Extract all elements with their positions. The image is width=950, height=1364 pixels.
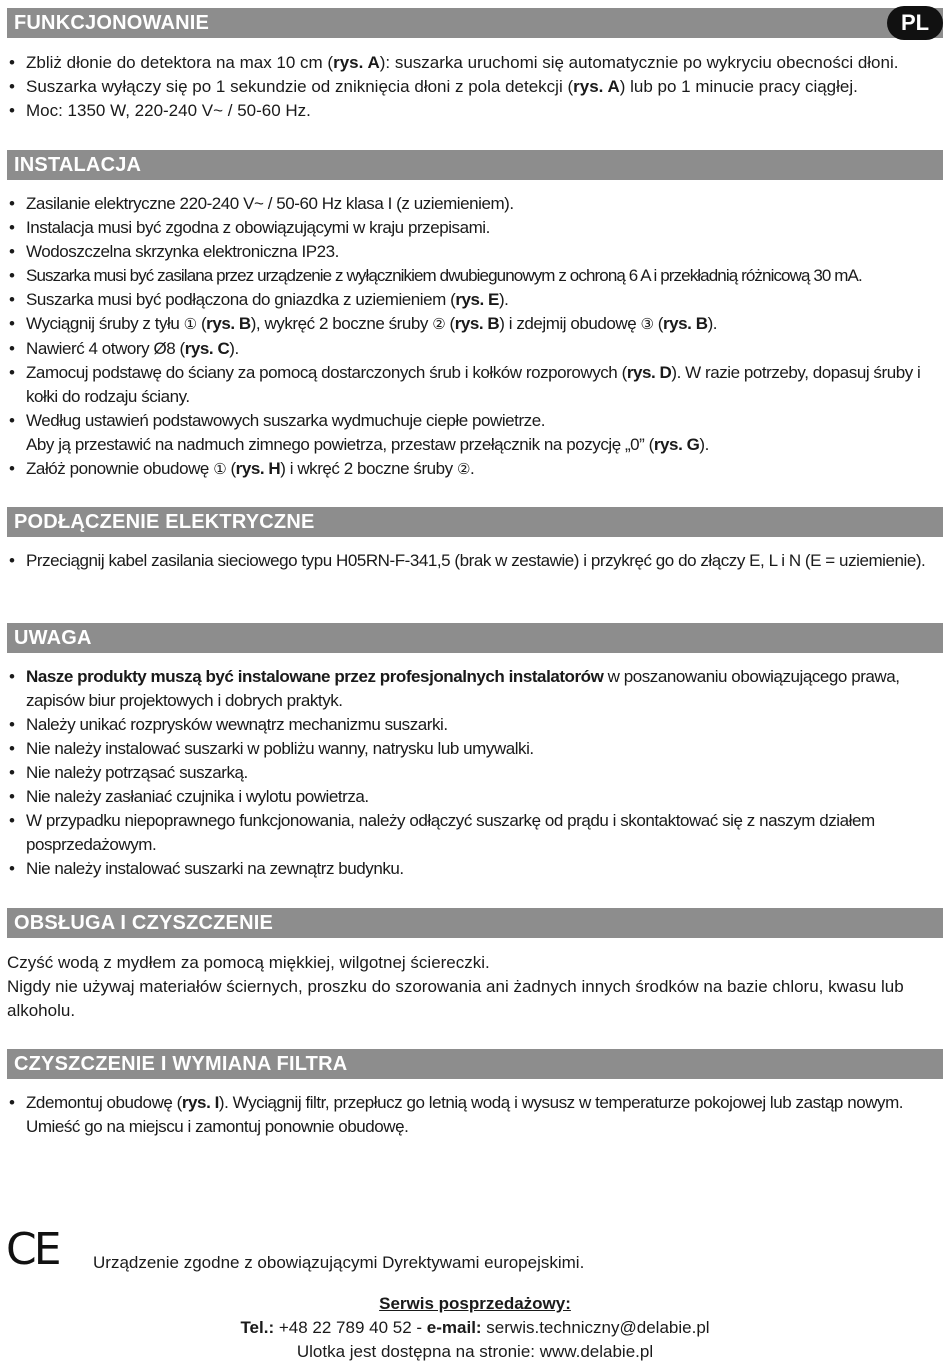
list-item: • Zamocuj podstawę do ściany za pomocą dostarczonych śrub i kołków rozporowych (rys. D). W razie potrzeby, dopasuj śruby i kołki do rodzaju ściany. xyxy=(7,361,943,409)
uwaga-list xyxy=(7,665,943,881)
list-item: • W przypadku niepoprawnego funkcjonowania, należy odłączyć suszarkę od prądu i skontaktować się z naszym działem posprzedażowym. xyxy=(7,809,943,857)
section-header-instalacja: INSTALACJA xyxy=(7,150,943,180)
list-item: • Zasilanie elektryczne 220-240 V~ / 50-60 Hz klasa I (z uziemieniem). xyxy=(7,192,943,216)
language-badge: PL xyxy=(887,6,943,40)
list-item: • Nie należy potrząsać suszarką. xyxy=(7,761,943,785)
list-item: • Przeciągnij kabel zasilania sieciowego typu H05RN-F-341,5 (brak w zestawie) i przykręć go do złączy E, L i N (E = uziemienie). xyxy=(7,549,943,573)
list-item: • Według ustawień podstawowych suszarka wydmuchuje ciepłe powietrze. Aby ją przestawić na nadmuch zimnego powietrza, przestaw przełącznik na pozycję „0” (rys. G). xyxy=(7,409,943,457)
section-header-funkcjonowanie: FUNKCJONOWANIE xyxy=(7,8,943,38)
podlaczenie-list xyxy=(7,549,943,573)
service-title: Serwis posprzedażowy: xyxy=(379,1294,571,1313)
section-header-podlaczenie: PODŁĄCZENIE ELEKTRYCZNE xyxy=(7,507,943,537)
list-item: • Zdemontuj obudowę (rys. I). Wyciągnij filtr, przepłucz go letnią wodą i wysusz w temperaturze pokojowej lub zastąp nowym. Umieść go na miejscu i zamontuj ponownie obudowę. xyxy=(7,1091,943,1139)
conformity-statement: Urządzenie zgodne z obowiązującymi Dyrektywami europejskimi. xyxy=(93,1253,585,1272)
list-item: • Nawierć 4 otwory Ø8 (rys. C). xyxy=(7,337,943,361)
circled-number: ③ xyxy=(640,316,654,333)
circled-number: ② xyxy=(457,461,470,478)
list-item: • Suszarka musi być zasilana przez urządzenie z wyłącznikiem dwubiegunowym z ochroną 6 A i przekładnią różnicową 30 mA. xyxy=(7,264,943,288)
circled-number: ① xyxy=(213,461,227,478)
list-item: • Wyciągnij śruby z tyłu ① (rys. B), wykręć 2 boczne śruby ② (rys. B) i zdejmij obudowę ③ (rys. B). xyxy=(7,312,943,337)
list-item: • Suszarka wyłączy się po 1 sekundzie od zniknięcia dłoni z pola detekcji (rys. A) lub po 1 minucie pracy ciągłej. xyxy=(7,75,943,99)
obsluga-paragraph: Czyść wodą z mydłem za pomocą miękkiej, wilgotnej ściereczki. Nigdy nie używaj materiałów ściernych, proszku do szorowania ani żadnych innych środków na bazie chloru, kwasu lub alkoholu. xyxy=(7,953,904,1020)
funkcjonowanie-list xyxy=(7,51,943,123)
circled-number: ① xyxy=(183,316,197,333)
instalacja-list xyxy=(7,192,943,482)
list-item: • Należy unikać rozprysków wewnątrz mechanizmu suszarki. xyxy=(7,713,943,737)
list-item: • Moc: 1350 W, 220-240 V~ / 50-60 Hz. xyxy=(7,99,943,123)
list-item: • Zbliż dłonie do detektora na max 10 cm (rys. A): suszarka uruchomi się automatycznie po wykryciu obecności dłoni. xyxy=(7,51,943,75)
leaflet-info: Ulotka jest dostępna na stronie: www.delabie.pl xyxy=(296,1342,654,1361)
section-header-uwaga: UWAGA xyxy=(7,623,943,653)
list-item: • Nie należy instalować suszarki w pobliżu wanny, natrysku lub umywalki. xyxy=(7,737,943,761)
section-header-obsluga: OBSŁUGA I CZYSZCZENIE xyxy=(7,908,943,938)
service-contact: Tel.: +48 22 789 40 52 - e-mail: serwis.techniczny@delabie.pl xyxy=(240,1318,710,1337)
filtr-list xyxy=(7,1091,943,1139)
list-item: • Załóż ponownie obudowę ① (rys. H) i wkręć 2 boczne śruby ②. xyxy=(7,457,943,482)
list-item: • Nasze produkty muszą być instalowane przez profesjonalnych instalatorów w poszanowaniu obowiązującego prawa, zapisów biur projektowych i dobrych praktyk. xyxy=(7,665,943,713)
list-item: • Nie należy instalować suszarki na zewnątrz budynku. xyxy=(7,857,943,881)
list-item: • Suszarka musi być podłączona do gniazdka z uziemieniem (rys. E). xyxy=(7,288,943,312)
circled-number: ② xyxy=(432,316,446,333)
section-header-filtr: CZYSZCZENIE I WYMIANA FILTRA xyxy=(7,1049,943,1079)
list-item: • Instalacja musi być zgodna z obowiązującymi w kraju przepisami. xyxy=(7,216,943,240)
list-item: • Wodoszczelna skrzynka elektroniczna IP23. xyxy=(7,240,943,264)
ce-mark-icon: CE xyxy=(6,1224,59,1275)
list-item: • Nie należy zasłaniać czujnika i wylotu powietrza. xyxy=(7,785,943,809)
